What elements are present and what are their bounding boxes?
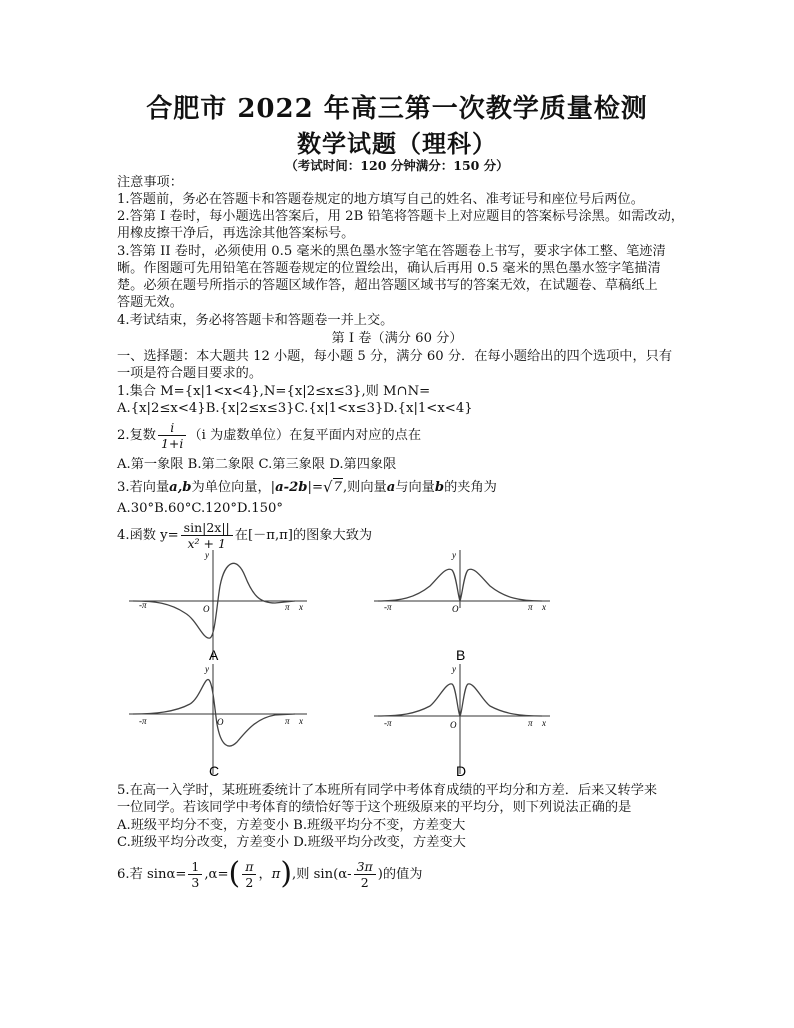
graph-c-label: C bbox=[209, 763, 220, 779]
y-label: y bbox=[205, 664, 209, 674]
q3-vectors: a,b bbox=[169, 479, 192, 495]
origin-label: O bbox=[217, 717, 224, 727]
q6-text: ， bbox=[258, 866, 272, 882]
q3-text: |= bbox=[307, 479, 324, 495]
q5-options: A.班级平均分不变，方差变小 B.班级平均分不变，方差变大 bbox=[117, 818, 466, 833]
x-label: x bbox=[542, 718, 546, 728]
notes-heading: 注意事项： bbox=[117, 175, 183, 190]
note-line: 用橡皮擦干净后，再选涂其他答案标号。 bbox=[117, 226, 355, 241]
q2-prefix: 2.复数 bbox=[117, 427, 156, 443]
q5-line: 5.在高一入学时，某班班委统计了本班所有同学中考体育成绩的平均分和方差．后来又转学来 bbox=[117, 783, 658, 798]
graph-a bbox=[125, 548, 315, 666]
y-label: y bbox=[452, 550, 456, 560]
page-subtitle: 数学试题（理科） bbox=[297, 129, 497, 158]
graph-d bbox=[370, 662, 560, 780]
page-title: 合肥市 2022 年高三第一次教学质量检测 bbox=[146, 94, 648, 124]
q3-sqrt-value: 7 bbox=[333, 480, 342, 495]
note-line: 4.考试结束，务必将答题卡和答题卷一并上交。 bbox=[117, 313, 394, 328]
graph-d-label: D bbox=[456, 763, 467, 779]
note-line: 2.答第 I 卷时，每小题选出答案后，用 2B 铅笔将答题卡上对应题目的答案标号涂黑。如需改动， bbox=[117, 209, 684, 224]
q6-text: 6.若 sinα= bbox=[117, 866, 187, 882]
frac-den: 3 bbox=[191, 874, 200, 890]
q3-vector-b: b bbox=[434, 479, 445, 495]
origin-label: O bbox=[452, 604, 459, 614]
note-line: 3.答第 II 卷时，必须使用 0.5 毫米的黑色墨水签字笔在答题卷上书写，要求字体工整、笔迹清 bbox=[117, 244, 666, 259]
q1-options: A.{x|2≤x<4}B.{x|2≤x≤3}C.{x|1<x≤3}D.{x|1<x<4} bbox=[117, 401, 473, 416]
sqrt-symbol: √ bbox=[323, 477, 333, 496]
neg-pi-label: -π bbox=[139, 716, 147, 726]
q6-stem bbox=[117, 854, 422, 894]
q3-text: 的夹角为 bbox=[444, 479, 497, 495]
q4-frac-num: sin|2x|| bbox=[181, 520, 233, 536]
section-intro: 一项是符合题目要求的。 bbox=[117, 366, 263, 381]
q3-vector-a: a bbox=[386, 479, 396, 495]
q4-fraction bbox=[181, 520, 233, 551]
graph-b bbox=[370, 548, 560, 666]
q6-fraction-1 bbox=[188, 859, 202, 890]
note-line: 答题无效。 bbox=[117, 295, 183, 310]
neg-pi-label: -π bbox=[384, 602, 392, 612]
q6-fraction-3 bbox=[354, 859, 376, 890]
q4-prefix: 4.函数 y= bbox=[117, 527, 179, 543]
function-curve bbox=[133, 680, 295, 746]
q3-stem bbox=[117, 476, 497, 498]
pi-label: π bbox=[285, 716, 290, 726]
q3-text: 与向量 bbox=[395, 479, 435, 495]
frac-den: 2 bbox=[360, 874, 369, 890]
neg-pi-label: -π bbox=[139, 600, 147, 610]
note-line: 楚。必须在题号所指示的答题区域作答，超出答题区域书写的答案无效，在试题卷、草稿纸上 bbox=[117, 278, 658, 293]
q4-frac-den: x² + 1 bbox=[187, 535, 226, 551]
q2-frac-den: 1+i bbox=[160, 435, 184, 451]
y-label: y bbox=[205, 550, 209, 560]
section-title: 第 I 卷（满分 60 分） bbox=[331, 331, 463, 346]
q5-options: C.班级平均分改变，方差变小 D.班级平均分改变，方差变大 bbox=[117, 835, 466, 850]
q6-pi: π bbox=[271, 866, 281, 882]
y-label: y bbox=[452, 664, 456, 674]
q6-text: ,α= bbox=[204, 866, 229, 882]
frac-num: 3π bbox=[354, 859, 376, 875]
q2-frac-num: i bbox=[158, 420, 186, 436]
q4-suffix: 在[－π,π]的图象大致为 bbox=[234, 527, 373, 543]
x-label: x bbox=[542, 602, 546, 612]
section-intro: 一、选择题：本大题共 12 小题，每小题 5 分，满分 60 分．在每小题给出的四个选项中，只有 bbox=[117, 349, 673, 364]
right-paren: ) bbox=[280, 856, 293, 891]
exam-info: （考试时间：120 分钟满分：150 分） bbox=[285, 158, 509, 173]
q6-fraction-2 bbox=[242, 859, 256, 890]
frac-num: 1 bbox=[188, 859, 202, 875]
origin-label: O bbox=[203, 604, 210, 614]
q2-stem bbox=[117, 418, 421, 452]
graph-b-label: B bbox=[456, 647, 466, 663]
q5-line: 一位同学。若该同学中考体育的绩恰好等于这个班级原来的平均分，则下列说法正确的是 bbox=[117, 800, 632, 815]
q3-text: 为单位向量，| bbox=[191, 479, 276, 495]
q6-text: )的值为 bbox=[377, 866, 423, 882]
q3-expression: a-2b bbox=[275, 479, 308, 495]
frac-num: π bbox=[242, 859, 256, 875]
q3-text: ,则向量 bbox=[342, 479, 387, 495]
x-label: x bbox=[299, 716, 303, 726]
graph-a-label: A bbox=[209, 647, 219, 663]
q2-fraction bbox=[158, 420, 186, 451]
pi-label: π bbox=[528, 602, 533, 612]
pi-label: π bbox=[285, 602, 290, 612]
pi-label: π bbox=[528, 718, 533, 728]
q6-text: ,则 sin(α- bbox=[292, 866, 352, 882]
q2-suffix: （i 为虚数单位）在复平面内对应的点在 bbox=[188, 427, 422, 443]
q1-stem: 1.集合 M={x|1<x<4},N={x|2≤x≤3},则 M∩N= bbox=[117, 384, 431, 399]
left-paren: ( bbox=[228, 856, 241, 891]
q2-options: A.第一象限 B.第二象限 C.第三象限 D.第四象限 bbox=[117, 457, 397, 472]
origin-label: O bbox=[450, 720, 457, 730]
note-line: 1.答题前，务必在答题卡和答题卷规定的地方填写自己的姓名、准考证号和座位号后两位。 bbox=[117, 192, 644, 207]
q3-text: 3.若向量 bbox=[117, 479, 170, 495]
frac-den: 2 bbox=[245, 874, 254, 890]
graph-c bbox=[125, 662, 315, 780]
x-label: x bbox=[299, 602, 303, 612]
neg-pi-label: -π bbox=[384, 718, 392, 728]
q3-options: A.30°B.60°C.120°D.150° bbox=[117, 501, 283, 516]
note-line: 晰。作图题可先用铅笔在答题卷规定的位置绘出，确认后再用 0.5 毫米的黑色墨水签字笔描清 bbox=[117, 261, 661, 276]
